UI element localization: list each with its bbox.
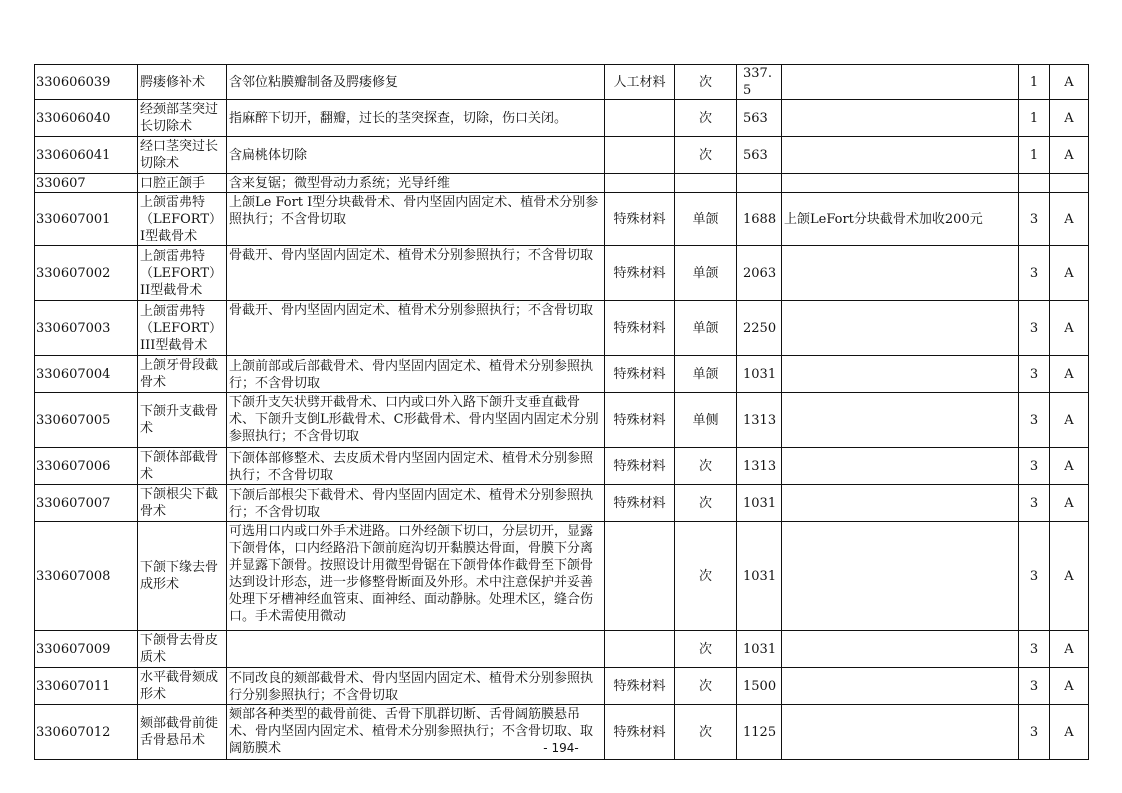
level-cell: 3 bbox=[1019, 705, 1050, 760]
billing-unit-cell: 次 bbox=[675, 137, 737, 174]
item-name-cell: 经颈部茎突过长切除术 bbox=[138, 100, 227, 137]
remark-cell bbox=[782, 65, 1019, 100]
table-row bbox=[35, 668, 1089, 705]
remark-cell bbox=[782, 100, 1019, 137]
billing-unit-cell: 次 bbox=[675, 448, 737, 485]
category-cell: A bbox=[1050, 485, 1089, 522]
remark-cell bbox=[782, 356, 1019, 393]
remark-cell: 上颌LeFort分块截骨术加收200元 bbox=[782, 193, 1019, 246]
remark-cell bbox=[782, 631, 1019, 668]
fee-schedule-table bbox=[34, 64, 1089, 760]
excluded-items-cell: 人工材料 bbox=[605, 65, 675, 100]
price-cell bbox=[737, 174, 782, 193]
remark-cell bbox=[782, 668, 1019, 705]
excluded-items-cell bbox=[605, 174, 675, 193]
table-row bbox=[35, 356, 1089, 393]
price-cell: 2063 bbox=[737, 246, 782, 301]
remark-cell bbox=[782, 393, 1019, 448]
item-code-cell: 330606041 bbox=[35, 137, 138, 174]
level-cell: 3 bbox=[1019, 631, 1050, 668]
billing-unit-cell bbox=[675, 174, 737, 193]
category-cell: A bbox=[1050, 246, 1089, 301]
table-body bbox=[35, 65, 1089, 760]
price-cell: 2250 bbox=[737, 301, 782, 356]
item-code-cell: 330607004 bbox=[35, 356, 138, 393]
remark-cell bbox=[782, 301, 1019, 356]
remark-cell bbox=[782, 448, 1019, 485]
item-code-cell: 330607009 bbox=[35, 631, 138, 668]
excluded-items-cell: 特殊材料 bbox=[605, 356, 675, 393]
price-cell: 563 bbox=[737, 100, 782, 137]
item-name-cell: 上颌雷弗特（LEFORT）I型截骨术 bbox=[138, 193, 227, 246]
item-code-cell: 330606040 bbox=[35, 100, 138, 137]
item-name-cell: 下颌升支截骨术 bbox=[138, 393, 227, 448]
table-row bbox=[35, 100, 1089, 137]
item-name-cell: 下颌下缘去骨成形术 bbox=[138, 522, 227, 631]
table-row bbox=[35, 174, 1089, 193]
excluded-items-cell: 特殊材料 bbox=[605, 668, 675, 705]
category-cell: A bbox=[1050, 448, 1089, 485]
price-cell: 1031 bbox=[737, 356, 782, 393]
item-name-cell: 水平截骨颏成形术 bbox=[138, 668, 227, 705]
category-cell: A bbox=[1050, 631, 1089, 668]
level-cell: 3 bbox=[1019, 448, 1050, 485]
level-cell: 3 bbox=[1019, 393, 1050, 448]
excluded-items-cell: 特殊材料 bbox=[605, 448, 675, 485]
billing-unit-cell: 次 bbox=[675, 631, 737, 668]
item-name-cell: 上颌牙骨段截骨术 bbox=[138, 356, 227, 393]
billing-unit-cell: 次 bbox=[675, 65, 737, 100]
category-cell: A bbox=[1050, 393, 1089, 448]
item-content-cell: 含扁桃体切除 bbox=[227, 137, 605, 174]
table-row bbox=[35, 393, 1089, 448]
level-cell: 3 bbox=[1019, 301, 1050, 356]
billing-unit-cell: 次 bbox=[675, 485, 737, 522]
category-cell: A bbox=[1050, 65, 1089, 100]
item-name-cell: 颏部截骨前徙舌骨悬吊术 bbox=[138, 705, 227, 760]
item-name-cell: 上颌雷弗特（LEFORT）II型截骨术 bbox=[138, 246, 227, 301]
excluded-items-cell: 特殊材料 bbox=[605, 301, 675, 356]
billing-unit-cell: 单颌 bbox=[675, 356, 737, 393]
billing-unit-cell: 单侧 bbox=[675, 393, 737, 448]
excluded-items-cell bbox=[605, 137, 675, 174]
remark-cell bbox=[782, 137, 1019, 174]
item-content-cell: 上颌前部或后部截骨术、骨内坚固内固定术、植骨术分别参照执行；不含骨切取 bbox=[227, 356, 605, 393]
item-name-cell: 下颌根尖下截骨术 bbox=[138, 485, 227, 522]
item-code-cell: 330607003 bbox=[35, 301, 138, 356]
page-number: - 194- bbox=[543, 741, 579, 755]
category-cell: A bbox=[1050, 705, 1089, 760]
price-cell: 1313 bbox=[737, 448, 782, 485]
level-cell: 3 bbox=[1019, 668, 1050, 705]
price-cell: 337.5 bbox=[737, 65, 782, 100]
item-code-cell: 330607008 bbox=[35, 522, 138, 631]
level-cell: 3 bbox=[1019, 246, 1050, 301]
item-content-cell: 下颌后部根尖下截骨术、骨内坚固内固定术、植骨术分别参照执行；不含骨切取 bbox=[227, 485, 605, 522]
price-cell: 1031 bbox=[737, 631, 782, 668]
excluded-items-cell bbox=[605, 100, 675, 137]
price-cell: 563 bbox=[737, 137, 782, 174]
item-name-cell: 口腔正颌手 bbox=[138, 174, 227, 193]
item-name-cell: 上颌雷弗特（LEFORT）III型截骨术 bbox=[138, 301, 227, 356]
remark-cell bbox=[782, 485, 1019, 522]
item-name-cell: 经口茎突过长切除术 bbox=[138, 137, 227, 174]
item-code-cell: 330607011 bbox=[35, 668, 138, 705]
level-cell: 1 bbox=[1019, 100, 1050, 137]
category-cell: A bbox=[1050, 522, 1089, 631]
item-code-cell: 330606039 bbox=[35, 65, 138, 100]
level-cell bbox=[1019, 174, 1050, 193]
excluded-items-cell: 特殊材料 bbox=[605, 193, 675, 246]
category-cell: A bbox=[1050, 356, 1089, 393]
item-content-cell: 指麻醉下切开，翻瓣，过长的茎突探查，切除，伤口关闭。 bbox=[227, 100, 605, 137]
item-code-cell: 330607001 bbox=[35, 193, 138, 246]
billing-unit-cell: 次 bbox=[675, 100, 737, 137]
item-content-cell: 颏部各种类型的截骨前徙、舌骨下肌群切断、舌骨阔筋膜悬吊术、骨内坚固内固定术、植骨术分别参照执行；不含骨切取、取阔筋膜术 bbox=[227, 705, 605, 760]
billing-unit-cell: 单颌 bbox=[675, 301, 737, 356]
billing-unit-cell: 次 bbox=[675, 668, 737, 705]
excluded-items-cell: 特殊材料 bbox=[605, 246, 675, 301]
price-cell: 1031 bbox=[737, 485, 782, 522]
price-cell: 1125 bbox=[737, 705, 782, 760]
table-row bbox=[35, 65, 1089, 100]
item-name-cell: 下颌体部截骨术 bbox=[138, 448, 227, 485]
billing-unit-cell: 次 bbox=[675, 522, 737, 631]
billing-unit-cell: 单颌 bbox=[675, 193, 737, 246]
item-content-cell bbox=[227, 631, 605, 668]
price-cell: 1500 bbox=[737, 668, 782, 705]
excluded-items-cell bbox=[605, 522, 675, 631]
table-row bbox=[35, 137, 1089, 174]
level-cell: 3 bbox=[1019, 356, 1050, 393]
price-cell: 1313 bbox=[737, 393, 782, 448]
table-row bbox=[35, 485, 1089, 522]
item-content-cell: 下颌体部修整术、去皮质术骨内坚固内固定术、植骨术分别参照执行；不含骨切取 bbox=[227, 448, 605, 485]
category-cell: A bbox=[1050, 137, 1089, 174]
item-content-cell: 含邻位粘膜瓣制备及腭瘘修复 bbox=[227, 65, 605, 100]
remark-cell bbox=[782, 174, 1019, 193]
item-content-cell: 上颌Le Fort I型分块截骨术、骨内坚固内固定术、植骨术分别参照执行；不含骨切取 bbox=[227, 193, 605, 246]
excluded-items-cell: 特殊材料 bbox=[605, 705, 675, 760]
excluded-items-cell: 特殊材料 bbox=[605, 485, 675, 522]
item-code-cell: 330607 bbox=[35, 174, 138, 193]
table-row bbox=[35, 522, 1089, 631]
level-cell: 3 bbox=[1019, 522, 1050, 631]
level-cell: 1 bbox=[1019, 137, 1050, 174]
level-cell: 3 bbox=[1019, 193, 1050, 246]
item-code-cell: 330607012 bbox=[35, 705, 138, 760]
category-cell: A bbox=[1050, 668, 1089, 705]
item-content-cell: 含来复锯；微型骨动力系统；光导纤维 bbox=[227, 174, 605, 193]
level-cell: 3 bbox=[1019, 485, 1050, 522]
table-row bbox=[35, 246, 1089, 301]
price-cell: 1688 bbox=[737, 193, 782, 246]
level-cell: 1 bbox=[1019, 65, 1050, 100]
item-code-cell: 330607007 bbox=[35, 485, 138, 522]
category-cell: A bbox=[1050, 301, 1089, 356]
item-name-cell: 下颌骨去骨皮质术 bbox=[138, 631, 227, 668]
category-cell bbox=[1050, 174, 1089, 193]
billing-unit-cell: 次 bbox=[675, 705, 737, 760]
item-content-cell: 可选用口内或口外手术进路。口外经颌下切口，分层切开，显露下颌骨体，口内经路沿下颌前庭沟切开黏膜达骨面，骨膜下分离并显露下颌骨。按照设计用微型骨锯在下颌骨体作截骨至下颌骨达到设计形态，进一步修整骨断面及外形。术中注意保护并妥善处理下牙槽神经血管束、面神经、面动静脉。处理术区，缝合伤口。手术需使用微动 bbox=[227, 522, 605, 631]
table-row bbox=[35, 448, 1089, 485]
category-cell: A bbox=[1050, 100, 1089, 137]
item-name-cell: 腭瘘修补术 bbox=[138, 65, 227, 100]
remark-cell bbox=[782, 246, 1019, 301]
remark-cell bbox=[782, 522, 1019, 631]
price-cell: 1031 bbox=[737, 522, 782, 631]
item-content-cell: 下颌升支矢状劈开截骨术、口内或口外入路下颌升支垂直截骨术、下颌升支倒L形截骨术、C形截骨术、骨内坚固内固定术分别参照执行；不含骨切取 bbox=[227, 393, 605, 448]
item-content-cell: 骨截开、骨内坚固内固定术、植骨术分别参照执行；不含骨切取 bbox=[227, 246, 605, 301]
table-row bbox=[35, 301, 1089, 356]
item-content-cell: 骨截开、骨内坚固内固定术、植骨术分别参照执行；不含骨切取 bbox=[227, 301, 605, 356]
table-row bbox=[35, 631, 1089, 668]
item-content-cell: 不同改良的颏部截骨术、骨内坚固内固定术、植骨术分别参照执行分别参照执行；不含骨切取 bbox=[227, 668, 605, 705]
table-row bbox=[35, 193, 1089, 246]
billing-unit-cell: 单颌 bbox=[675, 246, 737, 301]
item-code-cell: 330607006 bbox=[35, 448, 138, 485]
excluded-items-cell bbox=[605, 631, 675, 668]
item-code-cell: 330607002 bbox=[35, 246, 138, 301]
item-code-cell: 330607005 bbox=[35, 393, 138, 448]
excluded-items-cell: 特殊材料 bbox=[605, 393, 675, 448]
category-cell: A bbox=[1050, 193, 1089, 246]
